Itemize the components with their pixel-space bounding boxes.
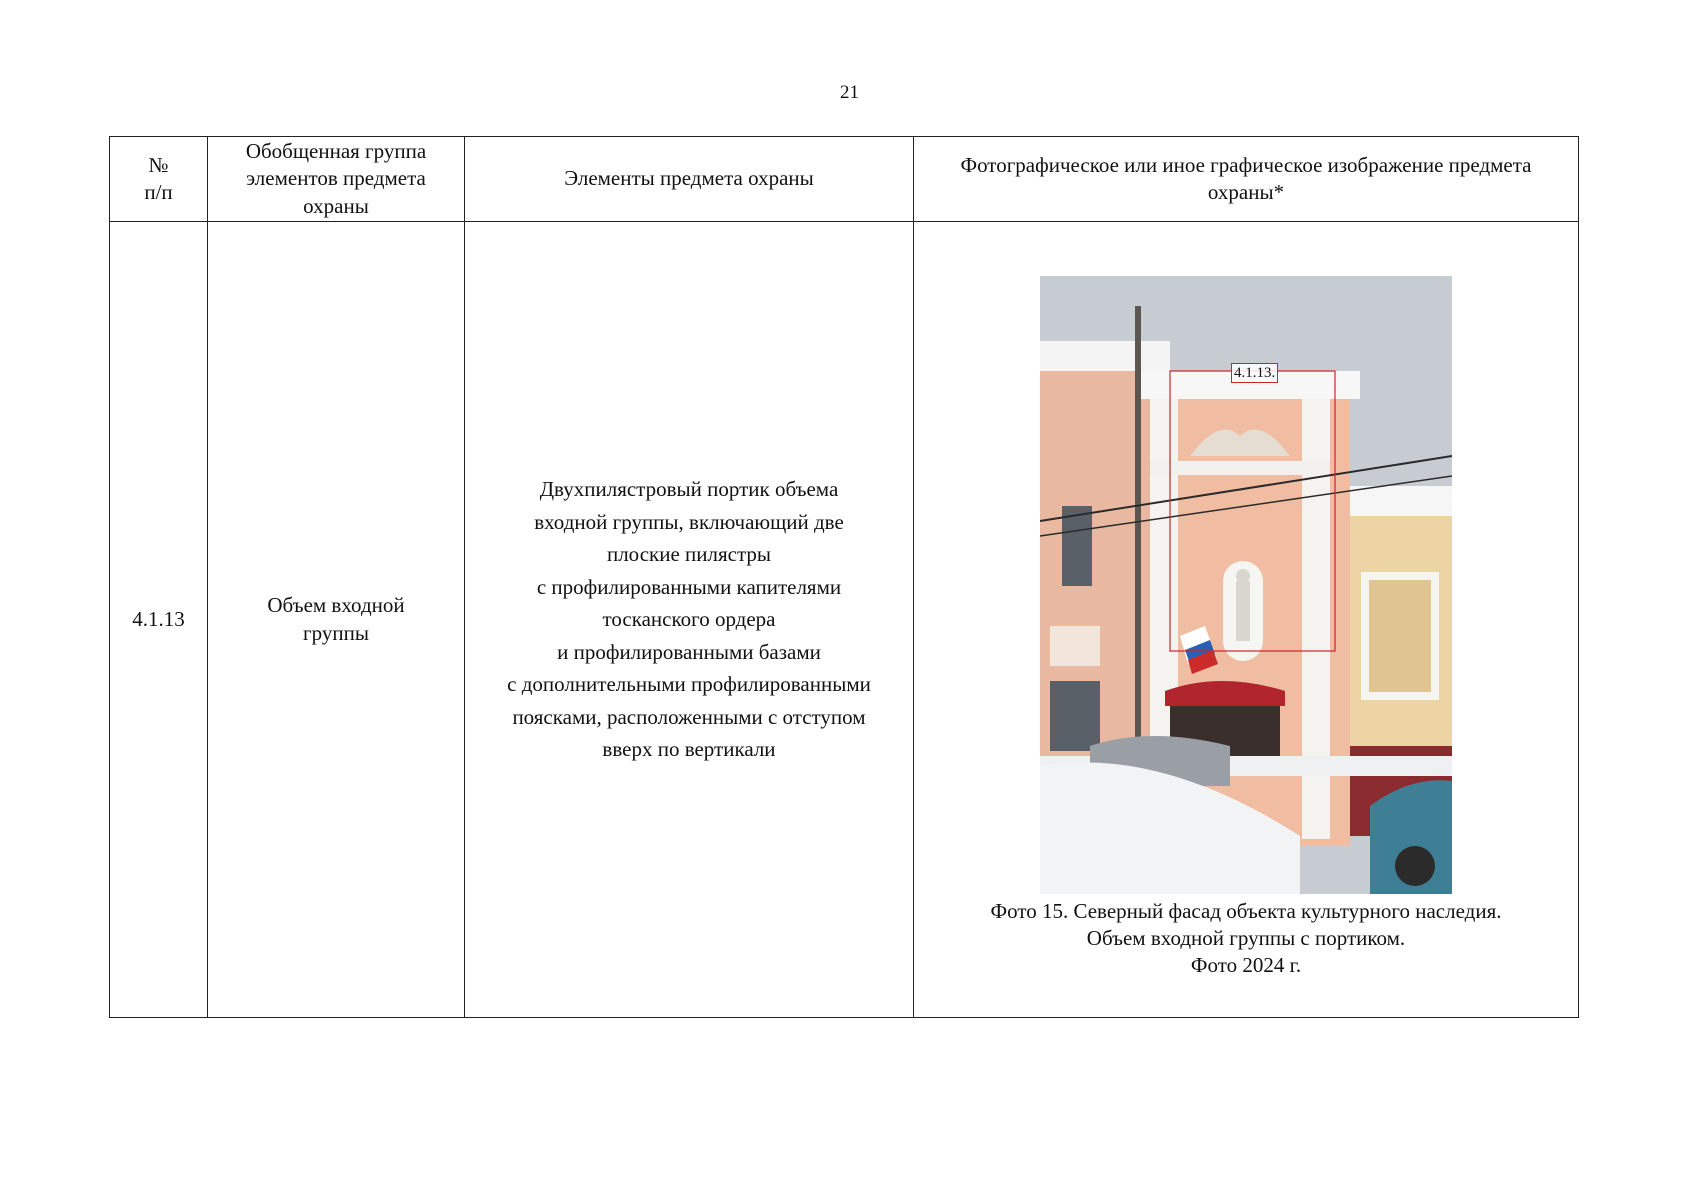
elements-line: и профилированными базами: [557, 639, 821, 664]
page-number: 21: [840, 82, 859, 103]
elements-line: вверх по вертикали: [602, 737, 776, 762]
row-group-text: Объем входной группы: [267, 593, 405, 645]
header-elements-text: Элементы предмета охраны: [564, 166, 814, 191]
header-group-text: Обобщенная группа элементов предмета охраны: [245, 139, 427, 218]
header-elements: [465, 137, 914, 222]
elements-line: поясками, расположенными с отступом: [512, 704, 866, 729]
caption-line: Объем входной группы с портиком.: [1086, 925, 1406, 950]
elements-line: с дополнительными профилированными: [507, 672, 871, 697]
photo-block: [914, 260, 1578, 980]
elements-line: тосканского ордера: [602, 607, 776, 632]
elements-line: с профилированными капителями: [536, 574, 842, 599]
caption-line: Фото 15. Северный фасад объекта культурного наследия.: [990, 898, 1502, 923]
header-row: [110, 137, 1579, 222]
header-image: [914, 137, 1579, 222]
caption-line: Фото 2024 г.: [1190, 953, 1302, 978]
header-group: [208, 137, 465, 222]
row-num: [110, 222, 208, 1018]
header-num-text: № п/п: [144, 152, 173, 204]
photo-caption: [991, 898, 1502, 980]
protection-table: [109, 136, 1579, 1018]
elements-line: плоские пилястры: [606, 542, 772, 567]
photo-marker-label: 4.1.13.: [1231, 363, 1278, 383]
header-num: [110, 137, 208, 222]
table-row: [110, 222, 1579, 1018]
row-elements-text: [465, 473, 913, 766]
row-elements: [465, 222, 914, 1018]
row-num-text: 4.1.13: [132, 606, 185, 631]
row-group: [208, 222, 465, 1018]
row-image: [914, 222, 1579, 1018]
building-photo: [1040, 276, 1452, 894]
elements-line: входной группы, включающий две: [534, 509, 844, 534]
elements-line: Двухпилястровый портик объема: [539, 477, 839, 502]
header-image-text: Фотографическое или иное графическое изображение предмета охраны*: [960, 152, 1532, 204]
